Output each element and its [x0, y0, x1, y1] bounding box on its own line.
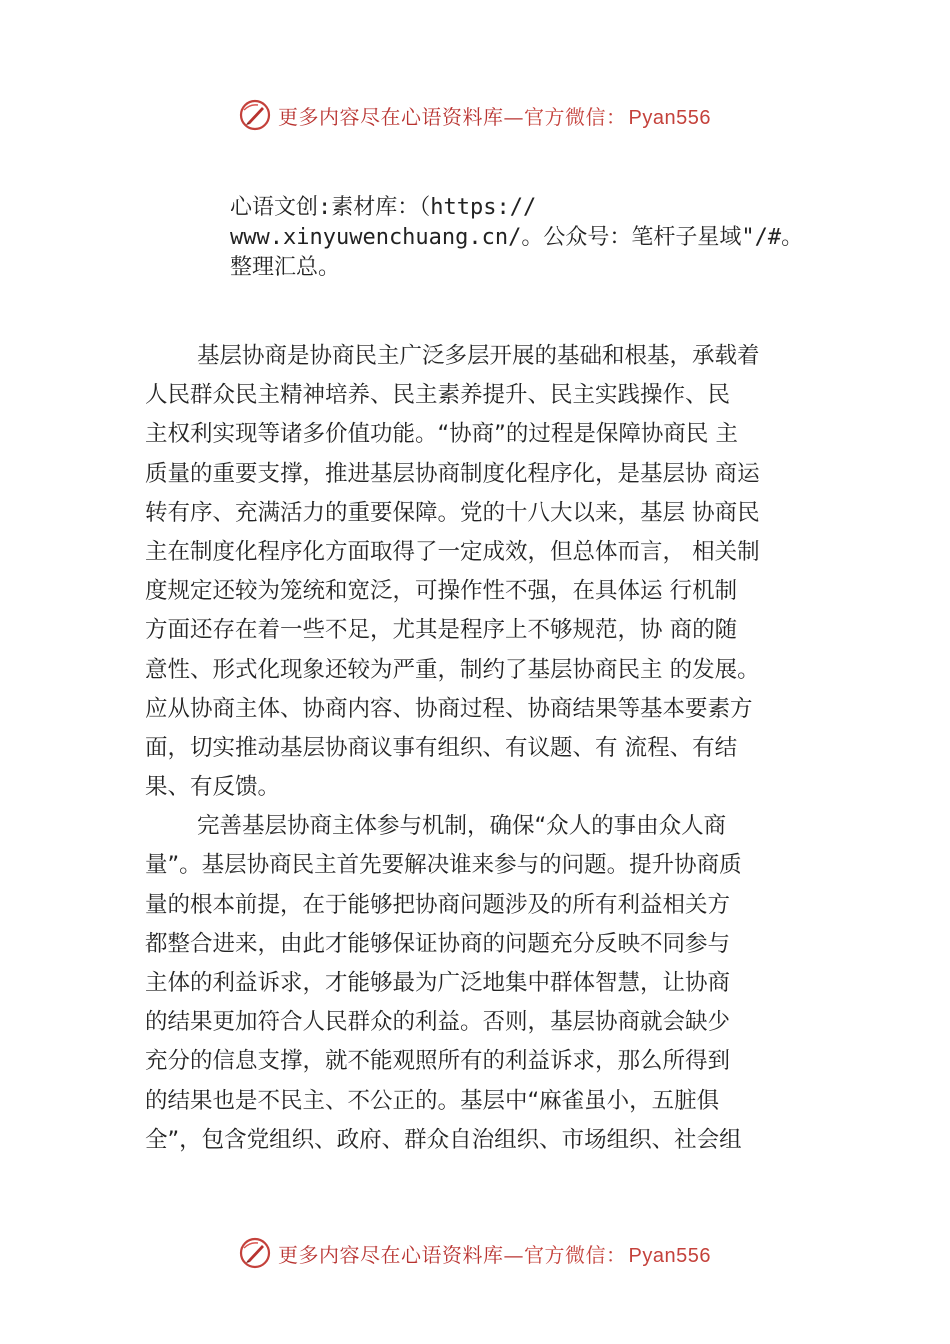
text-line: 主体的利益诉求，才能够最为广泛地集中群体智慧，让协商: [145, 970, 731, 996]
banner-text: [278, 101, 711, 130]
source-line: www.xinyuwenchuang.cn/。公众号：笔杆子星域"/#。: [230, 225, 804, 250]
wechat-label: 官方微信：: [524, 1242, 627, 1267]
text-line: 转有序、充满活力的重要保障。党的十八大以来，基层 协商民: [145, 499, 760, 526]
wechat-id: Pyan556: [628, 1244, 711, 1267]
text-line: 意性、形式化现象还较为严重，制约了基层协商民主 的发展。: [145, 656, 760, 683]
pen-logo-icon: [238, 98, 272, 132]
text-line: 基层协商是协商民主广泛多层开展的基础和根基，承载着: [197, 343, 760, 369]
text-line: 主权利实现等诸多价值功能。“协商”的过程是保障协商民 主: [145, 421, 738, 448]
banner-text: [278, 1239, 711, 1268]
source-line: 心语文创:素材库：（https://: [230, 195, 537, 220]
text-line: 果、有反馈。: [145, 774, 281, 801]
text-line: 主在制度化程序化方面取得了一定成效，但总体而言， 相关制: [145, 538, 760, 565]
pen-logo-icon: [238, 1236, 272, 1270]
text-line: 的结果更加符合人民群众的利益。否则，基层协商就会缺少: [145, 1009, 731, 1036]
text-line: 度规定还较为笼统和宽泛，可操作性不强，在具体运 行机制: [145, 578, 738, 605]
text-line: 量的根本前提，在于能够把协商问题涉及的所有利益相关方: [145, 891, 731, 918]
text-line: 充分的信息支撑，就不能观照所有的利益诉求，那么所得到: [145, 1048, 731, 1075]
wechat-label: 官方微信：: [524, 104, 627, 129]
footer-banner: [0, 1233, 950, 1273]
text-line: 量”。基层协商民主首先要解决谁来参与的问题。提升协商质: [145, 852, 742, 879]
text-line: 的结果也是不民主、不公正的。基层中“麻雀虽小，五脏俱: [145, 1087, 720, 1114]
text-line: 面，切实推动基层协商议事有组织、有议题、有 流程、有结: [145, 734, 738, 761]
header-banner: [0, 95, 950, 135]
text-line: 质量的重要支撑，推进基层协商制度化程序化，是基层协 商运: [145, 460, 760, 487]
text-line: 全”，包含党组织、政府、群众自治组织、市场组织、社会组: [145, 1126, 742, 1153]
text-line: 人民群众民主精神培养、民主素养提升、民主实践操作、民: [145, 382, 731, 409]
banner-main-text: 更多内容尽在心语资料库—: [278, 1242, 524, 1267]
banner-main-text: 更多内容尽在心语资料库—: [278, 104, 524, 129]
source-line: 整理汇总。: [230, 255, 341, 280]
wechat-id: Pyan556: [628, 106, 711, 129]
text-line: 完善基层协商主体参与机制，确保“众人的事由众人商: [197, 813, 727, 840]
paragraph-1: [145, 337, 835, 807]
text-line: 都整合进来，由此才能够保证协商的问题充分反映不同参与: [145, 930, 731, 957]
text-line: 方面还存在着一些不足，尤其是程序上不够规范，协 商的随: [145, 617, 738, 644]
paragraph-2: [145, 807, 835, 1160]
source-note: [230, 193, 850, 283]
text-line: 应从协商主体、协商内容、协商过程、协商结果等基本要素方: [145, 695, 753, 722]
article-body: [145, 337, 835, 1160]
